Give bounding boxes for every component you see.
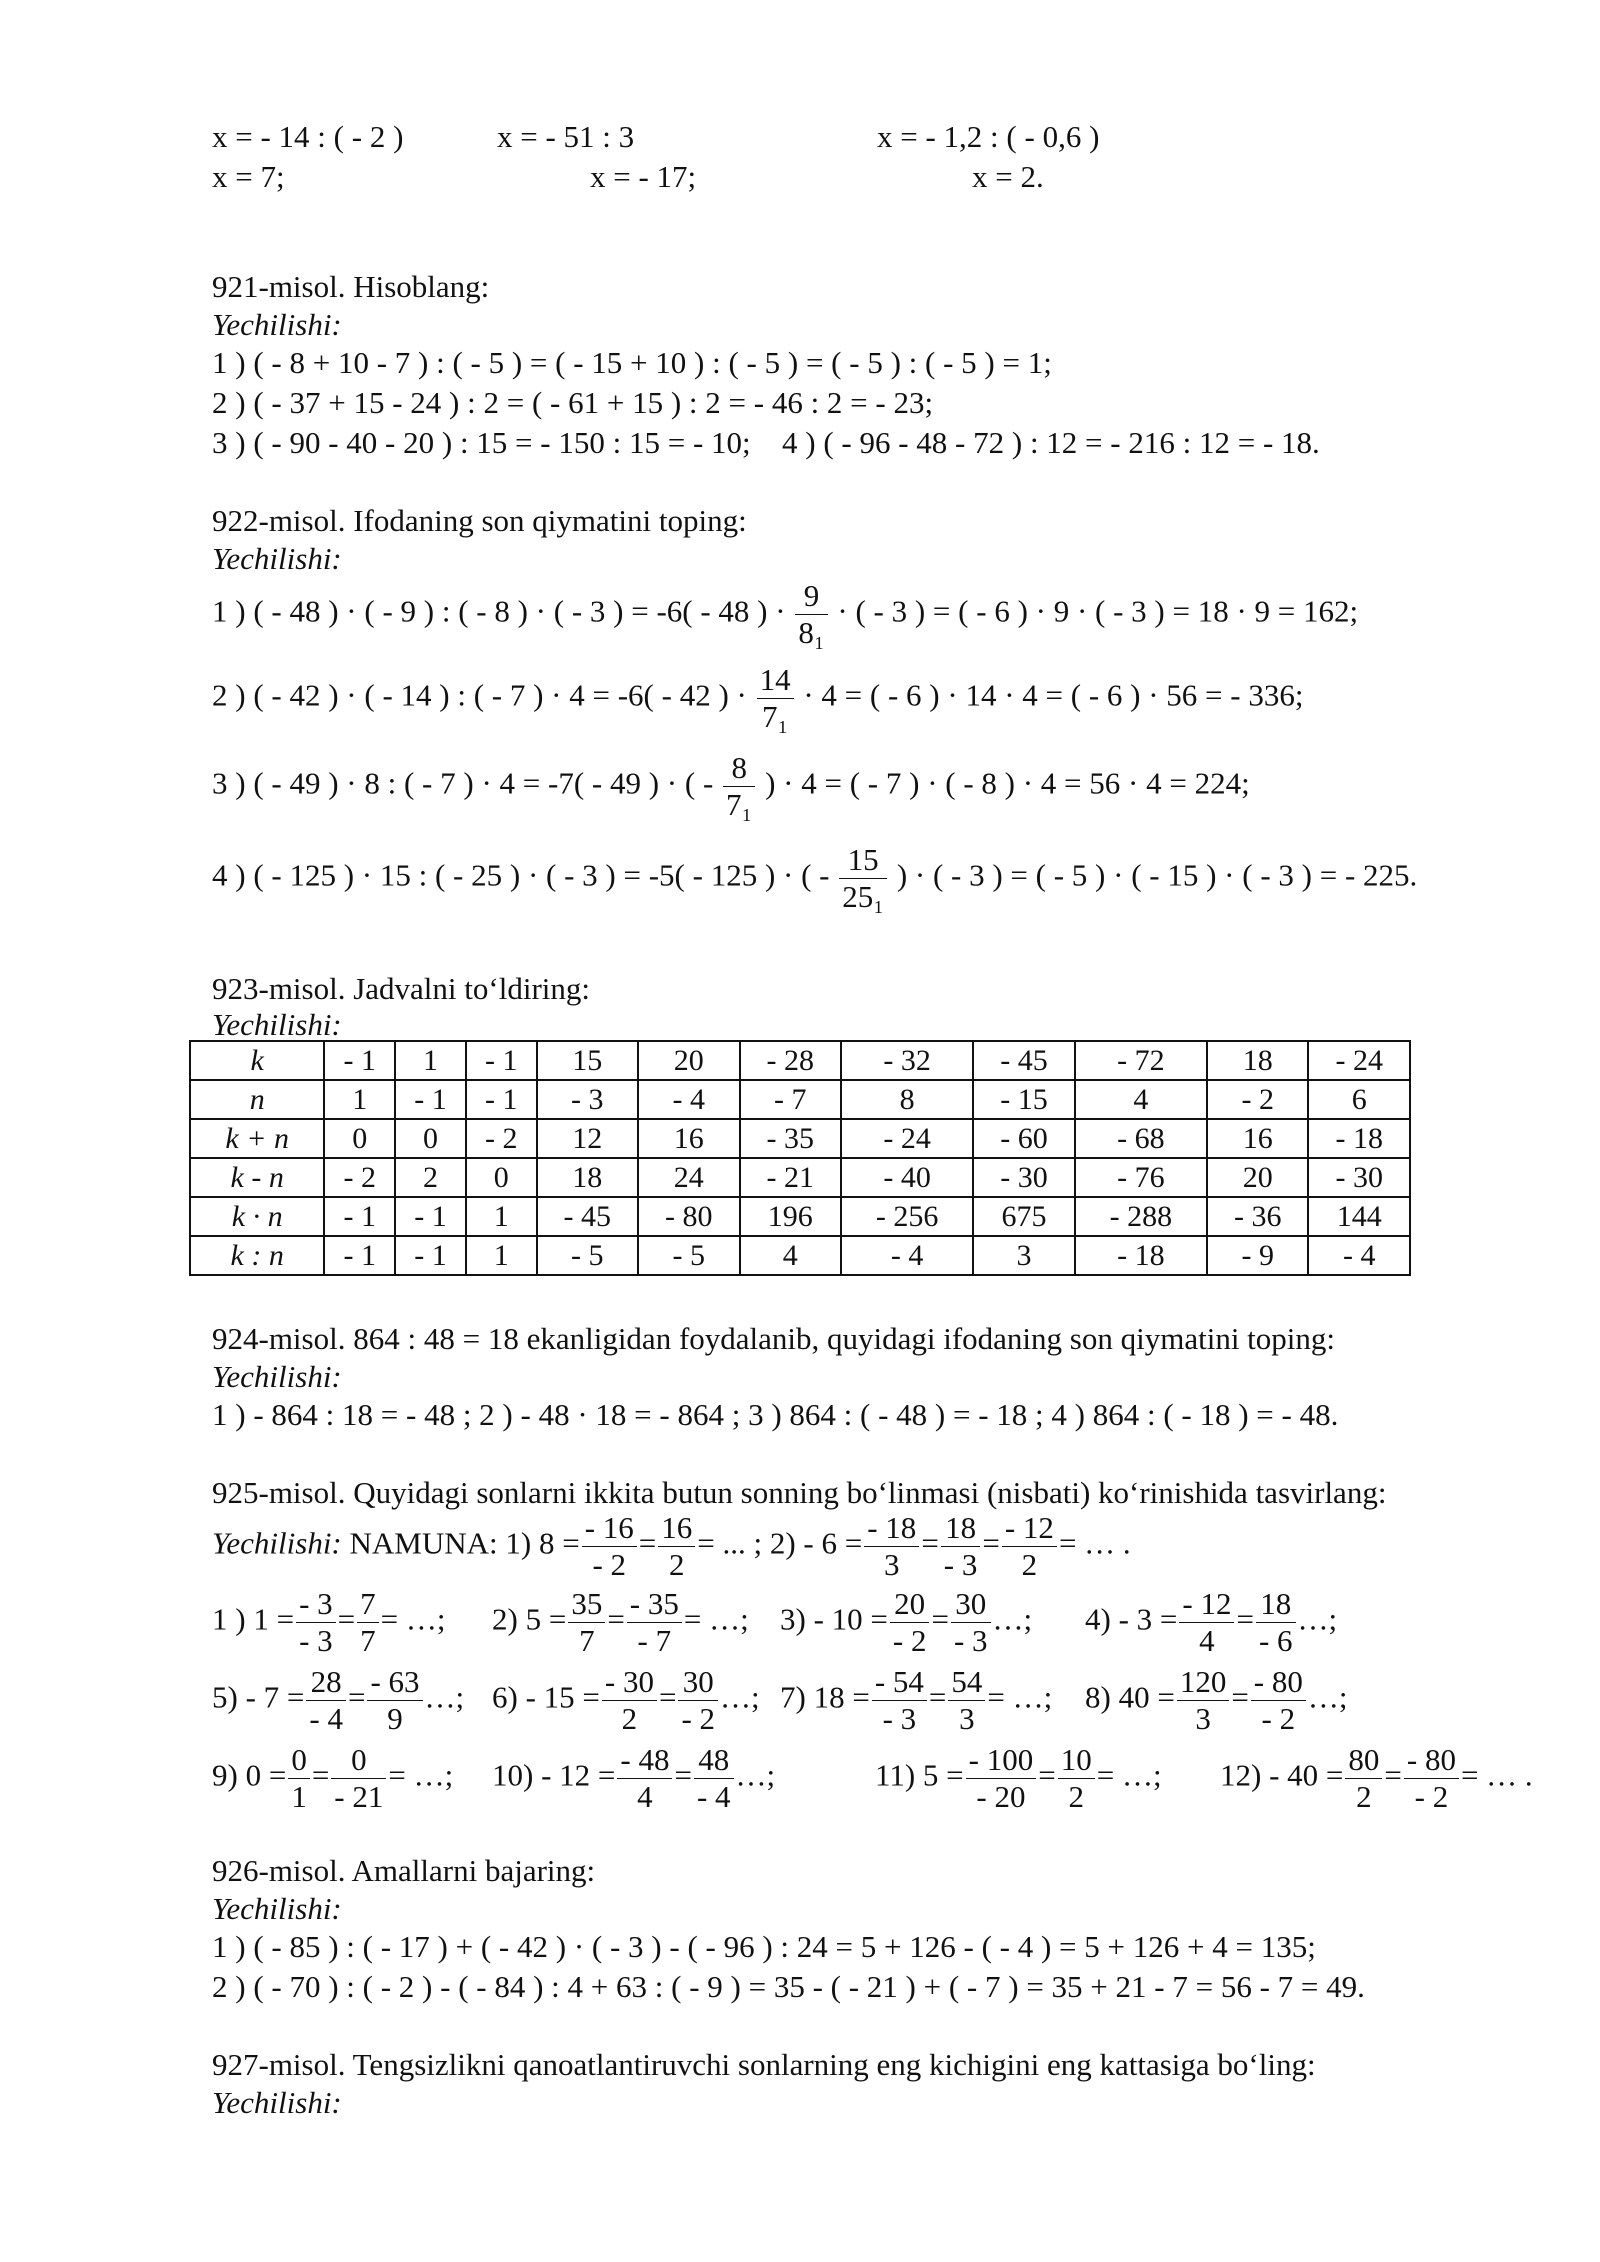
item-prefix: 12) - 40 =	[1220, 1757, 1344, 1793]
expr-3-right: ) · 4 = ( - 7 ) · ( - 8 ) · 4 = 56 · 4 = 224;	[757, 765, 1250, 801]
item-prefix: 9) 0 =	[212, 1757, 287, 1793]
problem-925-namuna: Yechilishi: NAMUNA: 1) 8 = $\frac{- 16}{- 2}$ = $\frac{16}{2}$ = ... ; 2) - 6 = $\frac{- 18}{3}$ = $\frac{18}{- 3}$ = $\frac{- 12}{2}$ = … .	[212, 1510, 1131, 1582]
table-cell: 24	[638, 1158, 739, 1197]
top-eq-3: x = - 1,2 : ( - 0,6 )	[877, 119, 1100, 154]
fraction-numerator: - 35	[627, 1586, 682, 1623]
problem-925-item: 9) 0 = $\frac{0}{1}$ = $\frac{0}{- 21}$ = …;	[212, 1742, 454, 1814]
item-prefix: 2) 5 =	[492, 1601, 567, 1637]
fraction-numerator: - 80	[1404, 1742, 1459, 1779]
problem-925-item: 4) - 3 = $\frac{- 12}{4}$ = $\frac{18}{- 6}$ …;	[1085, 1586, 1338, 1658]
table-cell: - 4	[841, 1236, 973, 1275]
fraction-denominator: 7₁	[726, 786, 753, 822]
table-row	[190, 1158, 1410, 1197]
fraction-numerator: - 18	[864, 1510, 919, 1547]
item-suffix: …;	[1307, 1679, 1348, 1715]
fraction	[948, 1664, 985, 1736]
table-cell: 1	[466, 1197, 537, 1236]
table-cell: - 1	[324, 1197, 395, 1236]
fraction	[951, 1586, 991, 1658]
table-cell: 6	[1308, 1080, 1410, 1119]
table-row	[190, 1041, 1410, 1080]
problem-924-solution-label: Yechilishi:	[212, 1359, 342, 1394]
fraction-numerator: 14	[757, 662, 794, 699]
fraction-numerator: 30	[951, 1586, 991, 1623]
top-eq-1: x = - 14 : ( - 2 )	[212, 119, 404, 154]
problem-923-solution-label: Yechilishi:	[212, 1007, 342, 1042]
fraction-numerator: 9	[795, 578, 827, 615]
table-cell: 2	[395, 1158, 466, 1197]
fraction-numerator: - 30	[602, 1664, 657, 1701]
table-cell: - 1	[324, 1041, 395, 1080]
fraction-denominator: 1	[291, 1778, 307, 1814]
table-cell: - 76	[1075, 1158, 1207, 1197]
table-cell: 1	[395, 1041, 466, 1080]
fraction-denominator: - 3	[882, 1700, 917, 1736]
fraction-numerator: - 16	[582, 1510, 637, 1547]
table-cell: - 30	[973, 1158, 1074, 1197]
problem-926-line-1: 1 ) ( - 85 ) : ( - 17 ) + ( - 42 ) · ( - 3 ) - ( - 96 ) : 24 = 5 + 126 - ( - 4 ) = 5 + 126 + 4 = 135;	[212, 1929, 1316, 1964]
fraction-denominator: - 2	[1414, 1778, 1449, 1814]
fraction-numerator: 8	[723, 750, 755, 787]
item-prefix: 8) 40 =	[1085, 1679, 1175, 1715]
table-cell: - 24	[1308, 1041, 1410, 1080]
item-prefix: 3) - 10 =	[780, 1601, 888, 1637]
table-cell: - 2	[466, 1119, 537, 1158]
fraction	[941, 1510, 981, 1582]
namuna-middle: = ... ; 2) - 6 =	[697, 1525, 863, 1561]
item-suffix: = …;	[987, 1679, 1053, 1715]
problem-925-item: 2) 5 = $\frac{35}{7}$ = $\frac{- 35}{- 7}$ = …;	[492, 1586, 749, 1658]
problem-925-item: 10) - 12 = $\frac{- 48}{4}$ = $\frac{48}{- 4}$ …;	[492, 1742, 776, 1814]
fraction-denominator: 4	[1199, 1622, 1215, 1658]
top-eq-2: x = - 51 : 3	[497, 119, 635, 154]
table-cell: 3	[973, 1236, 1074, 1275]
table-cell: - 18	[1308, 1119, 1410, 1158]
fraction-numerator: 16	[658, 1510, 695, 1547]
fraction-numerator: 28	[306, 1664, 346, 1701]
fraction-denominator: - 3	[943, 1546, 978, 1582]
expr-4-right: ) · ( - 3 ) = ( - 5 ) · ( - 15 ) · ( - 3 ) = - 225.	[889, 857, 1418, 893]
fraction-numerator: 30	[678, 1664, 718, 1701]
expr-4-mid: -5( - 125 ) · ( -	[648, 857, 838, 893]
fraction-numerator: 10	[1058, 1742, 1095, 1779]
expr-4-left: 4 ) ( - 125 ) · 15 : ( - 25 ) · ( - 3 ) =	[212, 857, 649, 893]
table-cell: 1	[324, 1080, 395, 1119]
table-cell: - 21	[740, 1158, 841, 1197]
table-cell: 15	[537, 1041, 638, 1080]
fraction-denominator: 4	[637, 1778, 653, 1814]
fraction	[288, 1742, 310, 1814]
problem-927-solution-label: Yechilishi:	[212, 2085, 342, 2120]
fraction-numerator: 20	[890, 1586, 930, 1623]
fraction-denominator: 8₁	[798, 614, 825, 650]
problem-924-title: 924-misol. 864 : 48 = 18 ekanligidan foydalanib, quyidagi ifodaning son qiymatini toping:	[212, 1321, 1336, 1356]
table-cell: - 28	[740, 1041, 841, 1080]
problem-925-item: 6) - 15 = $\frac{- 30}{2}$ = $\frac{30}{- 2}$ …;	[492, 1664, 760, 1736]
fraction	[757, 662, 794, 734]
expr-3-left: 3 ) ( - 49 ) · 8 : ( - 7 ) · 4 =	[212, 765, 549, 801]
table-cell: 1	[466, 1236, 537, 1275]
item-suffix: = …;	[1096, 1757, 1162, 1793]
namuna-text: NAMUNA: 1) 8 =	[349, 1525, 580, 1561]
fraction-denominator: 9	[387, 1700, 403, 1736]
fraction-numerator: - 12	[1179, 1586, 1234, 1623]
problem-927-title: 927-misol. Tengsizlikni qanoatlantiruvchi sonlarning eng kichigini eng kattasiga bo‘ling:	[212, 2047, 1316, 2082]
problem-926-title: 926-misol. Amallarni bajaring:	[212, 1853, 596, 1888]
problem-925-item: 1 ) 1 = $\frac{- 3}{- 3}$ = $\frac{7}{7}$ = …;	[212, 1586, 446, 1658]
table-cell: 8	[841, 1080, 973, 1119]
problem-921-solution-label: Yechilishi:	[212, 307, 342, 342]
table-cell: - 4	[638, 1080, 739, 1119]
table-cell: - 36	[1207, 1197, 1308, 1236]
row-header-cell: k	[190, 1041, 324, 1080]
fraction-numerator: - 54	[872, 1664, 927, 1701]
table-cell: - 1	[466, 1080, 537, 1119]
table-row	[190, 1236, 1410, 1275]
table-cell: - 3	[537, 1080, 638, 1119]
fraction-numerator: - 100	[966, 1742, 1037, 1779]
problem-921-line-1: 1 ) ( - 8 + 10 - 7 ) : ( - 5 ) = ( - 15 + 10 ) : ( - 5 ) = ( - 5 ) : ( - 5 ) = 1;	[212, 345, 1052, 380]
table-cell: - 2	[324, 1158, 395, 1197]
table-cell: - 4	[1308, 1236, 1410, 1275]
expr-2-left: 2 ) ( - 42 ) · ( - 14 ) : ( - 7 ) · 4 =	[212, 677, 618, 713]
fraction-denominator: 25₁	[842, 878, 885, 914]
item-suffix: …;	[735, 1757, 776, 1793]
fraction	[1002, 1510, 1057, 1582]
table-cell: - 35	[740, 1119, 841, 1158]
item-suffix: = …;	[683, 1601, 749, 1637]
fraction-denominator: - 2	[1261, 1700, 1296, 1736]
table-cell: - 1	[466, 1041, 537, 1080]
problem-922-expr-2	[212, 662, 1303, 734]
row-header-cell: k : n	[190, 1236, 324, 1275]
fraction	[864, 1510, 919, 1582]
fraction	[1177, 1664, 1230, 1736]
expr-2-right: · 4 = ( - 6 ) · 14 · 4 = ( - 6 ) · 56 = - 336;	[795, 677, 1304, 713]
item-prefix: 10) - 12 =	[492, 1757, 616, 1793]
fraction-denominator: - 4	[309, 1700, 343, 1736]
problem-921-title: 921-misol. Hisoblang:	[212, 269, 490, 304]
fraction	[617, 1742, 672, 1814]
fraction-denominator: 2	[1356, 1778, 1372, 1814]
fraction-numerator: 0	[331, 1742, 386, 1779]
table-cell: - 256	[841, 1197, 973, 1236]
fraction-numerator: - 80	[1251, 1664, 1306, 1701]
table-cell: - 30	[1308, 1158, 1410, 1197]
item-prefix: 5) - 7 =	[212, 1679, 305, 1715]
top-result-3: x = 2.	[972, 159, 1044, 194]
table-cell: 16	[1207, 1119, 1308, 1158]
table-cell: - 80	[638, 1197, 739, 1236]
fraction-numerator: - 12	[1002, 1510, 1057, 1547]
table-cell: 20	[1207, 1158, 1308, 1197]
problem-921-line-3: 3 ) ( - 90 - 40 - 20 ) : 15 = - 150 : 15 = - 10;	[212, 425, 751, 460]
fraction	[296, 1586, 336, 1658]
table-cell: - 1	[395, 1080, 466, 1119]
item-suffix: = … .	[1460, 1757, 1533, 1793]
problem-921-line-4: 4 ) ( - 96 - 48 - 72 ) : 12 = - 216 : 12 = - 18.	[782, 425, 1320, 460]
item-prefix: 1 ) 1 =	[212, 1601, 295, 1637]
fraction	[1404, 1742, 1459, 1814]
table-cell: - 45	[537, 1197, 638, 1236]
fraction-numerator: 48	[694, 1742, 734, 1779]
fraction	[795, 578, 827, 650]
fraction-numerator: 18	[941, 1510, 981, 1547]
fraction	[839, 842, 887, 914]
fraction-numerator: 120	[1177, 1664, 1230, 1701]
problem-925-item: 12) - 40 = $\frac{80}{2}$ = $\frac{- 80}{- 2}$ = … .	[1220, 1742, 1533, 1814]
item-suffix: = …;	[380, 1601, 446, 1637]
fraction-denominator: 3	[1195, 1700, 1211, 1736]
table-cell: 18	[537, 1158, 638, 1197]
fraction	[627, 1586, 682, 1658]
expr-1-mid: -6( - 48 ) ·	[656, 593, 794, 629]
expr-1-right: · ( - 3 ) = ( - 6 ) · 9 · ( - 3 ) = 18 · 9 = 162;	[829, 593, 1359, 629]
fraction-denominator: 2	[669, 1546, 685, 1582]
fraction-denominator: - 3	[299, 1622, 333, 1658]
item-prefix: 4) - 3 =	[1085, 1601, 1178, 1637]
fraction	[1251, 1664, 1306, 1736]
problem-926-solution-label: Yechilishi:	[212, 1891, 342, 1926]
fraction	[1058, 1742, 1095, 1814]
table-cell: 675	[973, 1197, 1074, 1236]
namuna-end: = … .	[1058, 1525, 1131, 1561]
problem-925-title: 925-misol. Quyidagi sonlarni ikkita butun sonning bo‘linmasi (nisbati) ko‘rinishida tasvirlang:	[212, 1475, 1387, 1510]
table-cell: 20	[638, 1041, 739, 1080]
fraction-denominator: 7	[360, 1622, 376, 1658]
table-cell: - 24	[841, 1119, 973, 1158]
fraction	[678, 1664, 718, 1736]
fraction	[1345, 1742, 1382, 1814]
table-cell: 0	[324, 1119, 395, 1158]
fraction-denominator: - 21	[334, 1778, 384, 1814]
table-cell: - 5	[537, 1236, 638, 1275]
fraction	[582, 1510, 637, 1582]
fraction	[872, 1664, 927, 1736]
fraction-numerator: 80	[1345, 1742, 1382, 1779]
table-cell: - 2	[1207, 1080, 1308, 1119]
problem-925-item: 11) 5 = $\frac{- 100}{- 20}$ = $\frac{10}{2}$ = …;	[875, 1742, 1162, 1814]
table-cell: - 60	[973, 1119, 1074, 1158]
item-suffix: …;	[992, 1601, 1033, 1637]
item-prefix: 11) 5 =	[875, 1757, 964, 1793]
fraction	[966, 1742, 1037, 1814]
table-cell: - 68	[1075, 1119, 1207, 1158]
table-cell: - 72	[1075, 1041, 1207, 1080]
fraction	[1179, 1586, 1234, 1658]
table-row	[190, 1197, 1410, 1236]
table-cell: - 5	[638, 1236, 739, 1275]
table-cell: 18	[1207, 1041, 1308, 1080]
fraction	[331, 1742, 386, 1814]
fraction-denominator: 7₁	[761, 698, 789, 734]
fraction	[568, 1586, 605, 1658]
fraction-denominator: - 2	[681, 1700, 716, 1736]
problem-925-item: 8) 40 = $\frac{120}{3}$ = $\frac{- 80}{- 2}$ …;	[1085, 1664, 1348, 1736]
item-suffix: …;	[720, 1679, 760, 1715]
table-cell: 12	[537, 1119, 638, 1158]
item-prefix: 6) - 15 =	[492, 1679, 600, 1715]
fraction	[306, 1664, 346, 1736]
item-suffix: = …;	[388, 1757, 454, 1793]
table-cell: 4	[740, 1236, 841, 1275]
table-cell: 0	[395, 1119, 466, 1158]
fraction-denominator: - 2	[592, 1546, 627, 1582]
fraction-denominator: 2	[621, 1700, 638, 1736]
problem-922-title: 922-misol. Ifodaning son qiymatini toping:	[212, 503, 747, 538]
table-row	[190, 1119, 1410, 1158]
problem-926-line-2: 2 ) ( - 70 ) : ( - 2 ) - ( - 84 ) : 4 + 63 : ( - 9 ) = 35 - ( - 21 ) + ( - 7 ) = 35 + 21 - 7 = 56 - 7 = 49.	[212, 1969, 1365, 2004]
problem-922-solution-label: Yechilishi:	[212, 541, 342, 576]
fraction-denominator: - 20	[976, 1778, 1026, 1814]
problem-925-item: 7) 18 = $\frac{- 54}{- 3}$ = $\frac{54}{3}$ = …;	[780, 1664, 1053, 1736]
fraction	[658, 1510, 695, 1582]
table-row	[190, 1080, 1410, 1119]
table-cell: - 18	[1075, 1236, 1207, 1275]
table-cell: 144	[1308, 1197, 1410, 1236]
fraction	[367, 1664, 422, 1736]
table-cell: 0	[466, 1158, 537, 1197]
fraction-denominator: - 4	[696, 1778, 731, 1814]
top-result-2: x = - 17;	[590, 159, 697, 194]
fraction-numerator: - 3	[296, 1586, 336, 1623]
fraction-denominator: - 6	[1258, 1622, 1293, 1658]
fraction-numerator: - 48	[617, 1742, 672, 1779]
values-table	[189, 1040, 1411, 1276]
item-prefix: 7) 18 =	[780, 1679, 870, 1715]
fraction-numerator: 18	[1256, 1586, 1296, 1623]
table-cell: 4	[1075, 1080, 1207, 1119]
fraction-denominator: - 2	[892, 1622, 927, 1658]
fraction	[890, 1586, 930, 1658]
table-cell: - 40	[841, 1158, 973, 1197]
problem-921-line-2: 2 ) ( - 37 + 15 - 24 ) : 2 = ( - 61 + 15 ) : 2 = - 46 : 2 = - 23;	[212, 385, 934, 420]
fraction-denominator: 2	[1068, 1778, 1084, 1814]
fraction-denominator: 3	[884, 1546, 900, 1582]
top-result-1: x = 7;	[212, 159, 285, 194]
fraction-numerator: 35	[568, 1586, 605, 1623]
problem-922-expr-3	[212, 750, 1250, 822]
item-suffix: …;	[424, 1679, 465, 1715]
fraction-denominator: 7	[579, 1622, 595, 1658]
table-cell: - 288	[1075, 1197, 1207, 1236]
expr-2-mid: -6( - 42 ) ·	[617, 677, 755, 713]
fraction-numerator: 54	[948, 1664, 985, 1701]
problem-922-expr-1	[212, 578, 1358, 650]
problem-923-title: 923-misol. Jadvalni to‘ldiring:	[212, 971, 590, 1006]
fraction	[602, 1664, 657, 1736]
problem-925-item: 3) - 10 = $\frac{20}{- 2}$ = $\frac{30}{- 3}$ …;	[780, 1586, 1033, 1658]
fraction-denominator: - 7	[637, 1622, 672, 1658]
item-suffix: …;	[1297, 1601, 1338, 1637]
table-cell: - 45	[973, 1041, 1074, 1080]
fraction	[357, 1586, 379, 1658]
fraction-numerator: 7	[357, 1586, 379, 1623]
problem-925-item: 5) - 7 = $\frac{28}{- 4}$ = $\frac{- 63}{9}$ …;	[212, 1664, 465, 1736]
expr-3-mid: -7( - 49 ) · ( -	[548, 765, 722, 801]
problem-922-expr-4	[212, 842, 1417, 914]
fraction-numerator: 0	[288, 1742, 310, 1779]
table-cell: 196	[740, 1197, 841, 1236]
table-cell: 16	[638, 1119, 739, 1158]
table-cell: - 32	[841, 1041, 973, 1080]
row-header-cell: k + n	[190, 1119, 324, 1158]
table-cell: - 15	[973, 1080, 1074, 1119]
fraction	[1256, 1586, 1296, 1658]
table-cell: - 1	[395, 1236, 466, 1275]
fraction-numerator: 15	[839, 842, 887, 879]
table-cell: - 7	[740, 1080, 841, 1119]
row-header-cell: k · n	[190, 1197, 324, 1236]
problem-924-answers: 1 ) - 864 : 18 = - 48 ; 2 ) - 48 · 18 = - 864 ; 3 ) 864 : ( - 48 ) = - 18 ; 4 ) 864 : ( - 18 ) = - 48.	[212, 1397, 1339, 1432]
fraction-denominator: - 3	[953, 1622, 988, 1658]
fraction	[723, 750, 755, 822]
table-cell: - 1	[324, 1236, 395, 1275]
fraction-numerator: - 63	[367, 1664, 422, 1701]
table-cell: - 9	[1207, 1236, 1308, 1275]
expr-1-left: 1 ) ( - 48 ) · ( - 9 ) : ( - 8 ) · ( - 3 ) =	[212, 593, 657, 629]
row-header-cell: n	[190, 1080, 324, 1119]
table-cell: - 1	[395, 1197, 466, 1236]
problem-925-solution-label: Yechilishi:	[212, 1525, 342, 1561]
fraction-denominator: 2	[1021, 1546, 1038, 1582]
fraction-denominator: 3	[959, 1700, 975, 1736]
row-header-cell: k - n	[190, 1158, 324, 1197]
fraction	[694, 1742, 734, 1814]
